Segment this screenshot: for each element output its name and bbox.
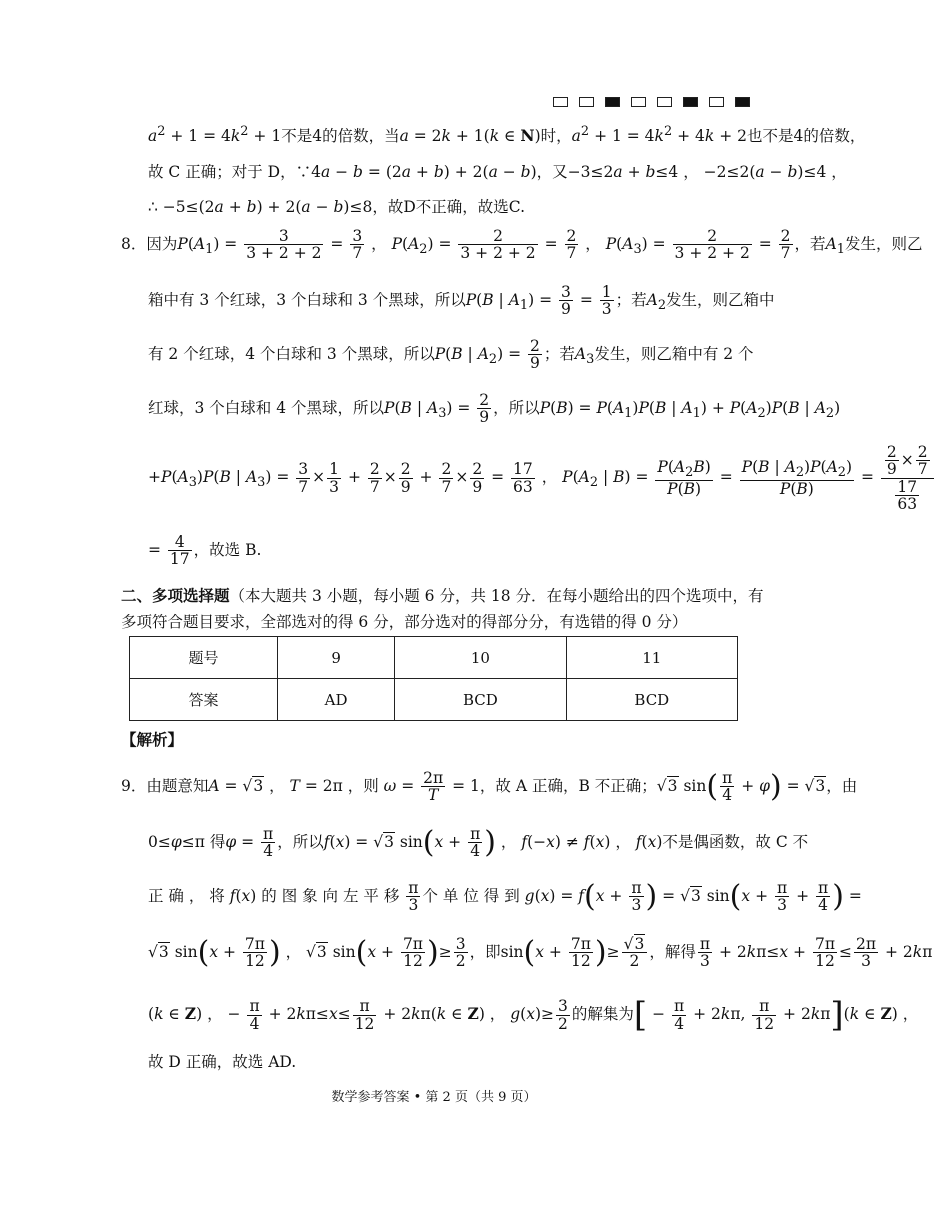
table-cell: BCD: [566, 679, 737, 721]
mark-empty: [579, 97, 594, 107]
answer-table: [129, 636, 738, 721]
page-footer: 数学参考答案 • 第 2 页（共 9 页）: [331, 1090, 537, 1105]
q8-line-2: 箱中有 3 个红球，3 个白球和 3 个黑球，所以P(B | $A_1$) = $\frac{3}{9}$ = $\frac{1}{3}$ ；若$A_2$发生，则乙箱中: [148, 283, 775, 319]
q7-line-1: $a^2 + 1 = 4k^2 + 1$不是4的倍数，当a = 2k + 1(k ∈ N)时，$a^2 + 1 = 4k^2 + 4k + 2$也不是4的倍数，: [148, 124, 866, 146]
mark-empty: [709, 97, 724, 107]
table-row: [130, 637, 738, 679]
table-cell: BCD: [395, 679, 566, 721]
q8-line-3: 有 2 个红球，4 个白球和 3 个黑球，所以P(B | $A_2$) = $\frac{2}{9}$ ；若$A_3$发生，则乙箱中有 2 个: [148, 337, 754, 373]
q9-line-5: (k ∈ Z) ， − $\frac{\pi}{4}$ + 2kπ≤x≤ $\frac{\pi}{12}$ + 2kπ(k ∈ Z) ， g(x)≥ $\frac{3}{2}$ 的解集为[ − $\frac{\pi}{4}$ + 2kπ, $\frac{\pi}{12}$ + 2kπ](k ∈ Z) ，: [148, 995, 919, 1035]
table-cell: 10: [395, 637, 566, 679]
q8-line-1: 8．因为$P(A_1)$ = $\frac{3}{3 + 2 + 2}$ = $\frac{3}{7}$ ， $P(A_2)$ = $\frac{2}{3 + 2 + 2}$ = $\frac{2}{7}$ ， $P(A_3)$ = $\frac{2}{3 + 2 + 2}$ = $\frac{2}{7}$ ，若$A_1$发生，则乙: [121, 227, 923, 263]
row-label: 题号: [130, 637, 278, 679]
q9-line-2: 0≤φ≤π 得φ = $\frac{\pi}{4}$ ，所以f(x) = √3 sin(x + $\frac{\pi}{4}$ ) ， f(−x) ≠ f(x) ， f(x)不是偶函数，故 C 不: [148, 824, 809, 861]
q8-line-6: = $\frac{4}{17}$ ，故选 B.: [148, 533, 262, 569]
q7-line-2: 故 C 正确；对于 D，∵4a − b = (2a + b) + 2(a − b)，又−3≤2a + b≤4 ， −2≤2(a − b)≤4 ，: [148, 163, 847, 181]
table-cell: 9: [278, 637, 395, 679]
section-2-heading: 二、多项选择题（本大题共 3 小题，每小题 6 分，共 18 分．在每小题给出的四个选项中，有: [121, 586, 764, 605]
mark-filled: [683, 97, 698, 107]
table-cell: 11: [566, 637, 737, 679]
table-row: [130, 679, 738, 721]
table-cell: AD: [278, 679, 395, 721]
analysis-label: 【解析】: [121, 730, 184, 749]
mark-filled: [605, 97, 620, 107]
mark-filled: [735, 97, 750, 107]
q7-line-3: ∴ −5≤(2a + b) + 2(a − b)≤8，故D不正确，故选C.: [148, 198, 525, 216]
section-2-desc: 多项符合题目要求，全部选对的得 6 分，部分选对的得部分分，有选错的得 0 分）: [121, 613, 688, 631]
q9-line-1: 9．由题意知A = √3 ， T = 2π ，则 ω = $\frac{2\pi}{T}$ = 1，故 A 正确，B 不正确；√3 sin( $\frac{\pi}{4}$ + φ) = √3，由: [121, 768, 858, 805]
q9-line-3: 正 确 ， 将 f(x) 的 图 象 向 左 平 移 $\frac{\pi}{3}$ 个 单 位 得 到 g(x) = f(x + $\frac{\pi}{3}$ ) = √3 sin(x + $\frac{\pi}{3}$ + $\frac{\pi}{4}$ ) =: [148, 878, 862, 915]
page-marks: [553, 97, 750, 107]
mark-empty: [631, 97, 646, 107]
mark-empty: [657, 97, 672, 107]
q9-line-6: 故 D 正确，故选 AD.: [148, 1053, 297, 1071]
q8-line-5: $+P(A_3)P(B$ | $A_3$) = $\frac{3}{7}$ × $\frac{1}{3}$ + $\frac{2}{7}$ × $\frac{2}{9}$ + $\frac{2}{7}$ × $\frac{2}{9}$ = $\frac{17}{63}$ ， $P(A_2$ | B) = $\frac{P(A_2B)}{P(B)}$ = $\frac{P(B | A_2)P(A_2)}{P(B)}$ = $\frac{2}{9}$ × $\frac{2}{7}$ $\frac{17}{63}$: [148, 444, 936, 512]
q8-line-4: 红球，3 个白球和 4 个黑球，所以P(B | $A_3$) = $\frac{2}{9}$ ，所以$P(B) = P(A_1)P(B$ | $A_1) + P(A_2)P(B$ | $A_2$): [148, 391, 841, 427]
mark-empty: [553, 97, 568, 107]
row-label: 答案: [130, 679, 278, 721]
q9-line-4: √3 sin(x + $\frac{7\pi}{12}$ ) ， √3 sin(x + $\frac{7\pi}{12}$ )≥ $\frac{3}{2}$ ，即sin(x + $\frac{7\pi}{12}$ )≥ $\frac{√3}{2}$ ，解得 $\frac{\pi}{3}$ + 2kπ≤x + $\frac{7\pi}{12}$ ≤ $\frac{2\pi}{3}$ + 2kπ: [148, 934, 933, 971]
